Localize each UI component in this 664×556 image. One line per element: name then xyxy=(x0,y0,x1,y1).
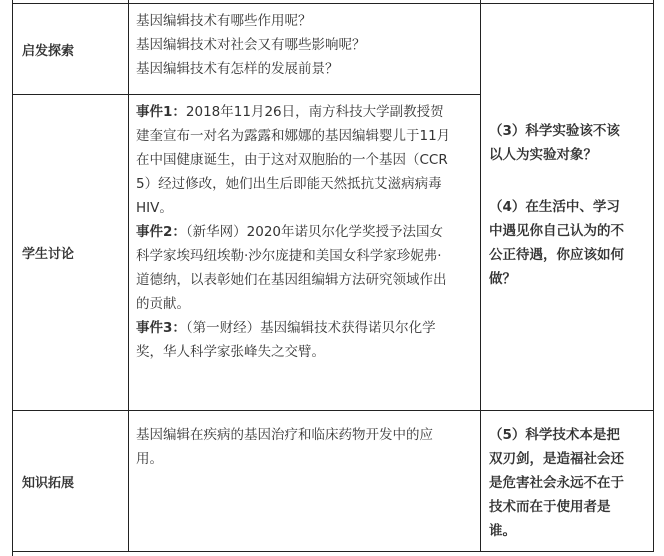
question-line: 做？ xyxy=(489,271,516,287)
event-text: 的贡献。 xyxy=(136,296,190,312)
column-divider xyxy=(128,0,129,552)
question-3 xyxy=(489,119,649,167)
discussion-events xyxy=(136,100,474,364)
event-text: HIV。 xyxy=(136,200,173,216)
question-line: 公正待遇，你应该如何 xyxy=(489,247,624,263)
question: 基因编辑技术对社会又有哪些影响呢？ xyxy=(136,37,366,53)
row-label-explore: 启发探索 xyxy=(22,44,75,59)
question-line: （3）科学实验该不该 xyxy=(489,123,620,139)
event-text: （新华网）2020年诺贝尔化学奖授予法国女 xyxy=(185,224,444,240)
row-divider xyxy=(12,551,654,552)
event-text: 5）经过修改，她们出生后即能天然抵抗艾滋病病毒 xyxy=(136,176,442,192)
row-label-discussion: 学生讨论 xyxy=(22,247,75,262)
table-border-top xyxy=(12,3,654,4)
question-line: 谁。 xyxy=(489,523,516,539)
question-line: 中遇见你自己认为的不 xyxy=(489,223,624,239)
question-line: 双刃剑，是造福社会还 xyxy=(489,451,624,467)
event-title: 事件1： xyxy=(136,104,186,120)
event-3 xyxy=(136,316,474,364)
question-line: 以人为实验对象？ xyxy=(489,147,597,163)
knowledge-text xyxy=(136,423,474,471)
table-border-left xyxy=(12,0,13,556)
event-text: 2018年11月26日，南方科技大学副教授贺 xyxy=(185,104,444,120)
question-line: 是危害社会永远不在于 xyxy=(489,475,624,491)
row-divider xyxy=(12,94,480,95)
question-4 xyxy=(489,195,649,291)
event-text: 建奎宣布一对名为露露和娜娜的基因编辑婴儿于11月 xyxy=(136,128,451,144)
question-line: （5）科学技术本是把 xyxy=(489,427,620,443)
event-text: 道德纳，以表彰她们在基因组编辑方法研究领域作出 xyxy=(136,272,447,288)
event-title: 事件3： xyxy=(136,320,186,336)
question-5 xyxy=(489,423,649,543)
event-text: （第一财经）基因编辑技术获得诺贝尔化学 xyxy=(185,320,436,336)
knowledge-line: 用。 xyxy=(136,451,163,467)
row-divider xyxy=(12,410,654,411)
row-label-knowledge: 知识拓展 xyxy=(22,476,75,491)
question-line: （4）在生活中、学习 xyxy=(489,199,620,215)
table-border-right xyxy=(653,0,654,552)
event-text: 科学家埃玛纽埃勒·沙尔庞捷和美国女科学家珍妮弗· xyxy=(136,248,442,264)
explore-questions xyxy=(136,9,474,81)
question: 基因编辑技术有哪些作用呢？ xyxy=(136,13,312,29)
event-text: 在中国健康诞生，由于这对双胞胎的一个基因（CCR xyxy=(136,152,448,168)
event-text: 奖，华人科学家张峰失之交臂。 xyxy=(136,344,325,360)
column-divider xyxy=(480,0,481,552)
question: 基因编辑技术有怎样的发展前景？ xyxy=(136,61,339,77)
question-line: 技术而在于使用者是 xyxy=(489,499,611,515)
event-2 xyxy=(136,220,474,316)
knowledge-line: 基因编辑在疾病的基因治疗和临床药物开发中的应 xyxy=(136,427,433,443)
event-title: 事件2： xyxy=(136,224,186,240)
event-1 xyxy=(136,100,474,220)
